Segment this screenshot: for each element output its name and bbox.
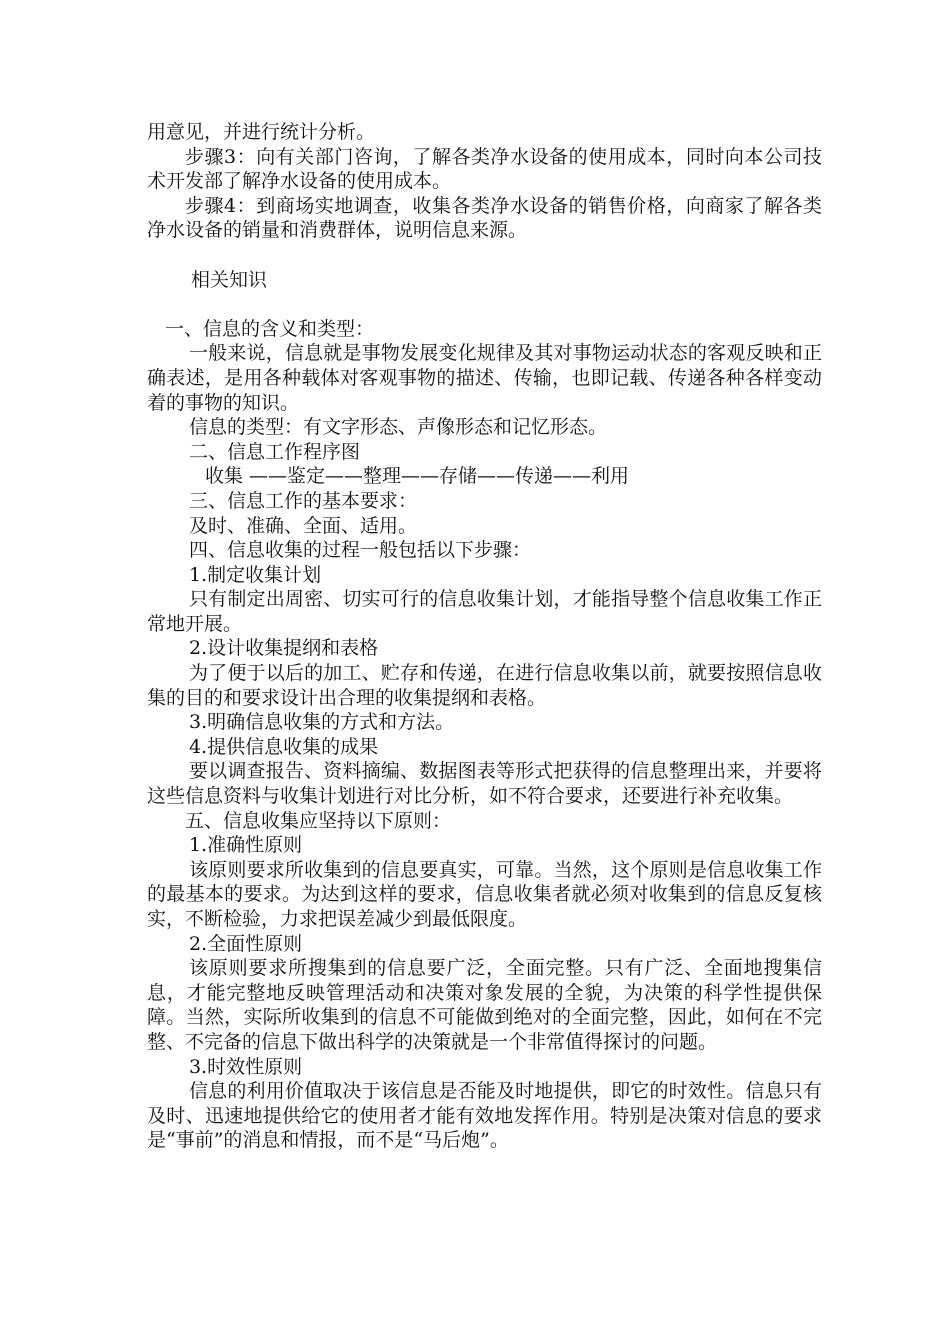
section-paragraph: 1.准确性原则 — [189, 834, 303, 857]
section-paragraph: 及时、准确、全面、适用。 — [189, 514, 418, 537]
paragraph: 用意见，并进行统计分析。 — [147, 121, 376, 143]
spacer — [147, 292, 822, 317]
section-paragraph: 三、信息工作的基本要求： — [189, 489, 418, 512]
section-paragraph: 信息的利用价值取决于该信息是否能及时地提供，即它的时效性。信息只有及时、迅速地提供给它的使用者才能有效地发挥作用。特别是决策对信息的要求是“事前”的消息和情报，而不是“马后炮”。 — [147, 1080, 822, 1152]
paragraph-step-4: 步骤4：到商场实地调查，收集各类净水设备的销售价格，向商家了解各类净水设备的销量和消费群体，说明信息来源。 — [147, 194, 822, 242]
section-paragraph: 一般来说，信息就是事物发展变化规律及其对事物运动状态的客观反映和正确表述，是用各种载体对客观事物的描述、传输，也即记载、传递各种各样变动着的事物的知识。 — [147, 342, 822, 414]
section-paragraph: 要以调查报告、资料摘编、数据图表等形式把获得的信息整理出来，并要将这些信息资料与收集计划进行对比分析，如不符合要求，还要进行补充收集。 — [147, 760, 822, 808]
section-paragraph: 五、信息收集应坚持以下原则： — [185, 809, 452, 832]
section-paragraph: 2.设计收集提纲和表格 — [189, 637, 379, 660]
section-paragraph: 4.提供信息收集的成果 — [189, 735, 379, 758]
section-paragraph: 一、信息的含义和类型： — [165, 317, 375, 340]
section-paragraph: 二、信息工作程序图 — [189, 440, 361, 463]
section-paragraph: 四、信息收集的过程一般包括以下步骤： — [189, 539, 532, 562]
section-heading: 相关知识 — [191, 268, 268, 291]
section-paragraph: 3.明确信息收集的方式和方法。 — [189, 711, 455, 734]
section-paragraph: 该原则要求所搜集到的信息要广泛，全面完整。只有广泛、全面地搜集信息，才能完整地反映管理活动和决策对象发展的全貌，为决策的科学性提供保障。当然，实际所收集到的信息不可能做到绝对的全面完整，因此，如何在不完整、不完备的信息下做出科学的决策就是一个非常值得探讨的问题。 — [147, 957, 822, 1053]
section-paragraph: 2.全面性原则 — [189, 932, 303, 955]
section-paragraph: 只有制定出周密、切实可行的信息收集计划，才能指导整个信息收集工作正常地开展。 — [147, 588, 822, 635]
section-paragraph: 信息的类型：有文字形态、声像形态和记忆形态。 — [189, 416, 608, 439]
section-paragraph: 为了便于以后的加工、贮存和传递，在进行信息收集以前，就要按照信息收集的目的和要求设计出合理的收集提纲和表格。 — [147, 662, 822, 709]
paragraph-step-3: 步骤3：向有关部门咨询，了解各类净水设备的使用成本，同时向本公司技术开发部了解净水设备的使用成本。 — [147, 145, 822, 193]
spacer — [147, 243, 822, 268]
section-paragraph: 该原则要求所收集到的信息要真实，可靠。当然，这个原则是信息收集工作的最基本的要求。为达到这样的要求，信息收集者就必须对收集到的信息反复核实，不断检验，力求把误差减少到最低限度。 — [147, 858, 822, 930]
sections-container — [147, 317, 822, 1153]
section-paragraph: 1.制定收集计划 — [189, 563, 322, 586]
document-body — [147, 120, 822, 1153]
section-paragraph: 3.时效性原则 — [189, 1055, 303, 1078]
section-paragraph: 收集 ——鉴定——整理——存储——传递——利用 — [205, 465, 630, 488]
